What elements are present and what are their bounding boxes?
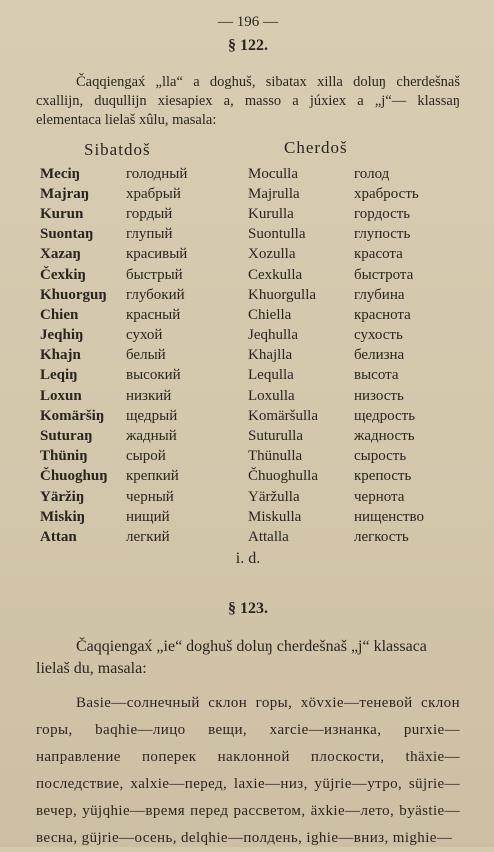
noun-meaning: низость — [354, 387, 404, 404]
noun-meaning: сухость — [354, 327, 403, 344]
table-row — [40, 184, 450, 204]
adjective-meaning: жадный — [126, 428, 177, 445]
noun-meaning: быстрота — [354, 266, 414, 283]
paragraph-123-examples — [36, 690, 460, 852]
noun-word: Khajlla — [248, 347, 293, 364]
table-row — [40, 164, 450, 184]
noun-word: Suontulla — [248, 226, 306, 243]
adjective-meaning: гордый — [126, 205, 173, 222]
adjective-word: Attan — [40, 528, 77, 545]
adjective-meaning: высокий — [126, 367, 181, 384]
column-headings — [36, 136, 460, 160]
adjective-word: Komäršiŋ — [40, 407, 105, 424]
table-row — [40, 447, 450, 467]
id-mark: i. d. — [235, 549, 261, 567]
table-row — [40, 406, 450, 426]
noun-meaning: нищенство — [354, 508, 424, 525]
adjective-word: Suturaŋ — [40, 428, 93, 445]
adjective-word: Majraŋ — [40, 185, 90, 202]
noun-word: Khuorgulla — [248, 286, 317, 303]
adjective-word: Yäržiŋ — [40, 488, 85, 505]
adjective-word: Miskiŋ — [40, 508, 86, 525]
paragraph-123-intro-text: Čaqqiengax́ „ie“ doghuš doluŋ cherdešnaš „j“ klassaca lielaš du, masala: — [36, 637, 427, 677]
table-row — [40, 487, 450, 507]
noun-meaning: крепость — [354, 468, 412, 485]
noun-word: Cexkulla — [248, 266, 303, 283]
noun-meaning: голод — [354, 165, 390, 182]
noun-word: Moculla — [248, 165, 298, 182]
adjective-word: Jeqhiŋ — [40, 327, 84, 344]
adjective-meaning: глупый — [126, 226, 173, 243]
table-row — [40, 225, 450, 245]
adjective-meaning: голодный — [126, 165, 188, 182]
noun-word: Čhuoghulla — [248, 468, 318, 485]
noun-word: Chiella — [248, 306, 292, 323]
adjective-word: Čexkiŋ — [40, 266, 86, 283]
noun-meaning: щедрость — [354, 407, 416, 424]
noun-word: Miskulla — [248, 508, 302, 525]
adjective-meaning: быстрый — [126, 266, 183, 283]
table-row — [40, 527, 450, 547]
noun-word: Jeqhulla — [248, 327, 298, 344]
intro-paragraph-text: Čaqqiengax́ „lla“ a doghuš, sibatax xilla doluŋ cherdešnaš cxallijn, duqullijn xiesapiex a, masso a júxiex a „j“— klassaŋ elementaca lielaš xûlu, masala: — [36, 74, 460, 128]
adjective-meaning: сырой — [126, 448, 166, 465]
noun-meaning: гордость — [354, 205, 411, 222]
adjective-word: Kurun — [40, 205, 84, 222]
table-row — [40, 305, 450, 325]
noun-word: Majrulla — [248, 185, 300, 202]
noun-meaning: глубина — [354, 286, 405, 303]
noun-meaning: чернота — [354, 488, 405, 505]
noun-meaning: глупость — [354, 226, 411, 243]
page-number: — 196 — — [218, 14, 278, 30]
right-column-heading: Cherdoš — [284, 138, 348, 157]
adjective-meaning: сухой — [126, 327, 163, 344]
table-row — [40, 346, 450, 366]
adjective-meaning: легкий — [126, 528, 170, 545]
noun-word: Loxulla — [248, 387, 295, 404]
adjective-word: Xazaŋ — [40, 246, 81, 263]
noun-meaning: краснота — [354, 306, 411, 323]
adjective-word: Loxun — [40, 387, 82, 404]
adjective-word: Suontaŋ — [40, 226, 94, 243]
word-table-body — [40, 164, 450, 548]
adjective-meaning: щедрый — [126, 407, 178, 424]
section-heading-122: § 122. — [228, 37, 268, 54]
noun-word: Suturulla — [248, 428, 303, 445]
noun-meaning: сырость — [354, 448, 407, 465]
adjective-word: Čhuoghuŋ — [40, 468, 108, 485]
noun-word: Thünulla — [248, 448, 303, 465]
noun-word: Xozulla — [248, 246, 296, 263]
adjective-meaning: глубокий — [126, 286, 185, 303]
paragraph-123-intro — [36, 636, 460, 680]
adjective-meaning: низкий — [126, 387, 172, 404]
table-row — [40, 386, 450, 406]
adjective-meaning: белый — [126, 347, 166, 364]
adjective-word: Khuorguŋ — [40, 286, 107, 303]
noun-word: Yäržulla — [248, 488, 300, 505]
noun-meaning: красота — [354, 246, 403, 263]
section-heading-123: § 123. — [228, 599, 268, 617]
left-column-heading: Sibatdoš — [84, 140, 151, 159]
adjective-meaning: красивый — [126, 246, 188, 263]
word-table — [40, 164, 450, 548]
table-row — [40, 467, 450, 487]
table-row — [40, 245, 450, 265]
table-row — [40, 326, 450, 346]
table-row — [40, 204, 450, 224]
paragraph-123-examples-text: Basie—солнечный склон горы, xövxie—теневой склон горы, baqhie—лицо вещи, xarcie—изнанка, purxie—направление поперек наклонной плоскости, thäxie—последствие, xalxie—перед, laxie—низ, yüjrie—утро, süjrie—вечер, yüjqhie—время перед рассветом, äxkie—лето, byästie—весна, güjrie—осень, delqhie—полдень, ighie—вниз, mighie— — [36, 694, 460, 846]
table-row — [40, 507, 450, 527]
noun-meaning: высота — [354, 367, 399, 384]
adjective-word: Thüniŋ — [40, 448, 88, 465]
adjective-meaning: черный — [126, 488, 174, 505]
noun-meaning: белизна — [354, 347, 405, 364]
adjective-meaning: нищий — [126, 508, 170, 525]
adjective-word: Leqiŋ — [40, 367, 78, 384]
table-row — [40, 426, 450, 446]
noun-meaning: жадность — [354, 428, 415, 445]
noun-word: Attalla — [248, 528, 289, 545]
table-row — [40, 265, 450, 285]
adjective-word: Khajn — [40, 347, 81, 364]
intro-paragraph — [36, 73, 460, 130]
noun-word: Kurulla — [248, 205, 294, 222]
noun-meaning: легкость — [354, 528, 409, 545]
adjective-word: Meciŋ — [40, 165, 80, 182]
noun-word: Komäršulla — [248, 407, 318, 424]
table-row — [40, 285, 450, 305]
table-row — [40, 366, 450, 386]
adjective-meaning: храбрый — [126, 185, 181, 202]
adjective-word: Chien — [40, 306, 79, 323]
noun-meaning: храбрость — [354, 185, 419, 202]
noun-word: Lequlla — [248, 367, 294, 384]
adjective-meaning: крепкий — [126, 468, 179, 485]
adjective-meaning: красный — [126, 306, 181, 323]
